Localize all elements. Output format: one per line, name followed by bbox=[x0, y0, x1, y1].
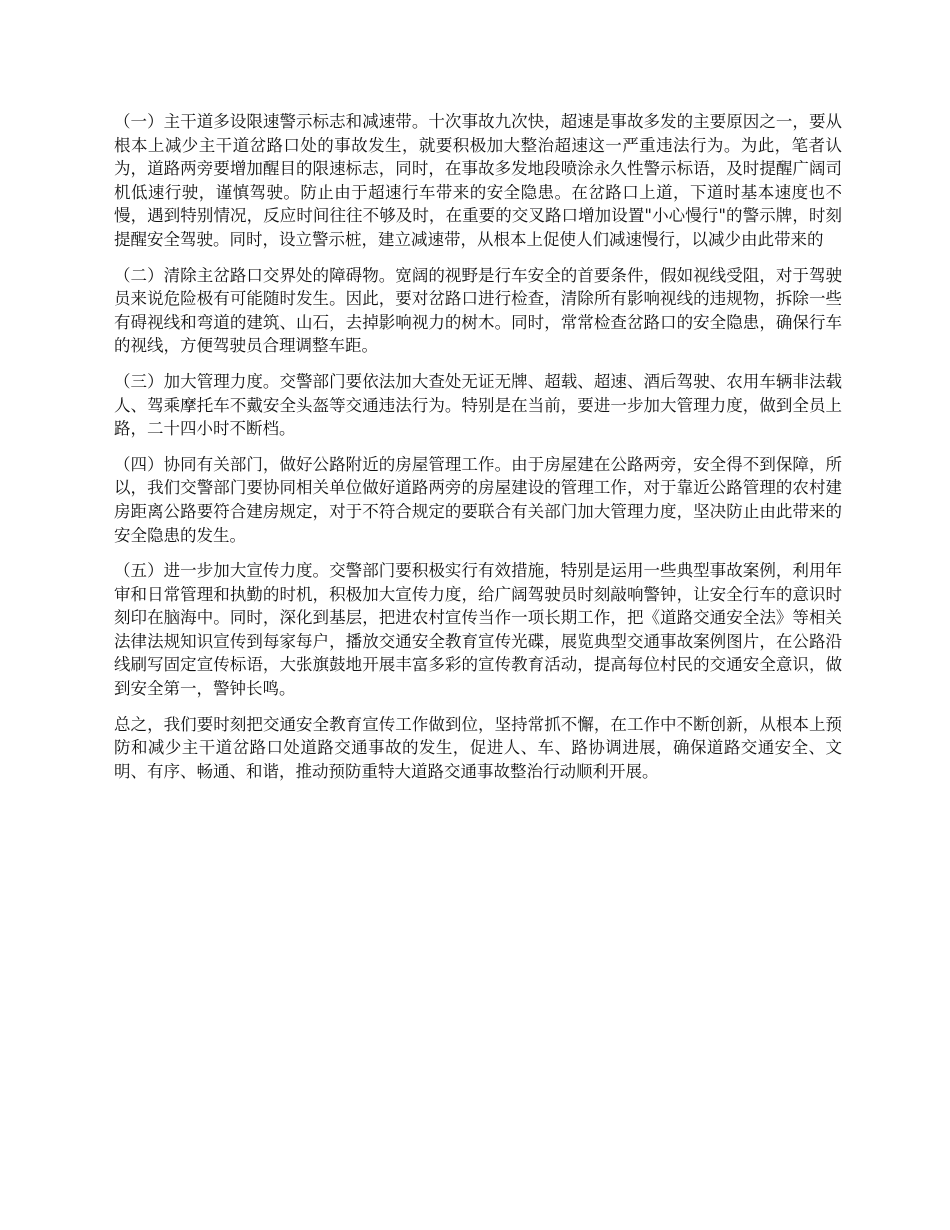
paragraph-conclusion: 总之，我们要时刻把交通安全教育宣传工作做到位，坚持常抓不懈，在工作中不断创新，从根本上预防和减少主干道岔路口处道路交通事故的发生，促进人、车、路协调进展，确保道路交通安全、文明、有序、畅通、和谐，推动预防重特大道路交通事故整治行动顺利开展。 bbox=[114, 714, 842, 781]
document-body bbox=[114, 110, 842, 795]
paragraph-speed-signs: （一）主干道多设限速警示标志和减速带。十次事故九次快，超速是事故多发的主要原因之一，要从根本上减少主干道岔路口处的事故发生，就要积极加大整治超速这一严重违法行为。为此，笔者认为，道路两旁要增加醒目的限速标志，同时，在事故多发地段喷涂永久性警示标语，及时提醒广阔司机低速行驶，谨慎驾驶。防止由于超速行车带来的安全隐患。在岔路口上道，下道时基本速度也不慢，遇到特别情况，反应时间往往不够及时，在重要的交叉路口增加设置"小心慢行"的警示牌，时刻提醒安全驾驶。同时，设立警示桩，建立减速带，从根本上促使人们减速慢行，以减少由此带来的 bbox=[114, 112, 842, 249]
paragraph-housing: （四）协同有关部门，做好公路附近的房屋管理工作。由于房屋建在公路两旁，安全得不到保障，所以，我们交警部门要协同相关单位做好道路两旁的房屋建设的管理工作，对于靠近公路管理的农村建房距离公路要符合建房规定，对于不符合规定的要联合有关部门加大管理力度，坚决防止由此带来的安全隐患的发生。 bbox=[114, 454, 842, 545]
paragraph-clear-obstacles: （二）清除主岔路口交界处的障碍物。宽阔的视野是行车安全的首要条件，假如视线受阻，对于驾驶员来说危险极有可能随时发生。因此，要对岔路口进行检查，清除所有影响视线的违规物，拆除一些有碍视线和弯道的建筑、山石，去掉影响视力的树木。同时，常常检查岔路口的安全隐患，确保行车的视线，方便驾驶员合理调整车距。 bbox=[114, 265, 842, 356]
paragraph-management: （三）加大管理力度。交警部门要依法加大查处无证无牌、超载、超速、酒后驾驶、农用车辆非法载人、驾乘摩托车不戴安全头盔等交通违法行为。特别是在当前，要进一步加大管理力度，做到全员上路，二十四小时不断档。 bbox=[114, 371, 842, 439]
paragraph-publicity: （五）进一步加大宣传力度。交警部门要积极实行有效措施，特别是运用一些典型事故案例，利用年审和日常管理和执勤的时机，积极加大宣传力度，给广阔驾驶员时刻敲响警钟，让安全行车的意识时刻印在脑海中。同时，深化到基层，把进农村宣传当作一项长期工作，把《道路交通安全法》等相关法律法规知识宣传到每家每户，播放交通安全教育宣传光碟，展览典型交通事故案例图片，在公路沿线刷写固定宣传标语，大张旗鼓地开展丰富多彩的宣传教育活动，提高每位村民的交通安全意识，做到安全第一，警钟长鸣。 bbox=[114, 561, 842, 699]
